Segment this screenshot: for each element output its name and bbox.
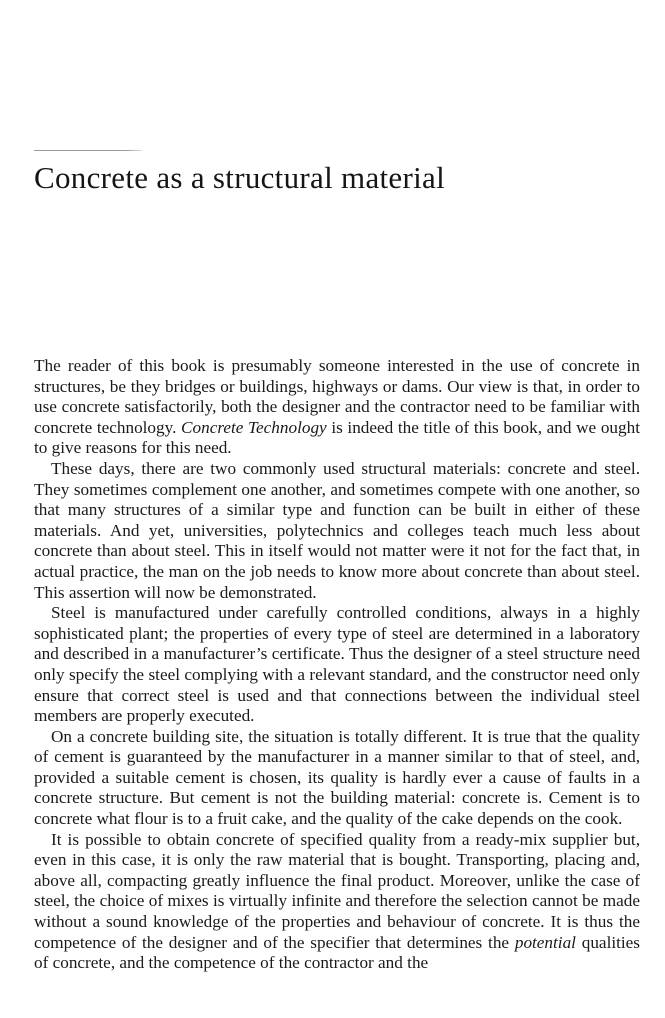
text-segment: It is possible to obtain concrete of specified quality from a ready-mix supplier but, even in this case, it is only the raw material that is bought. Transporting, placing and, above all, compacting greatly influence the final product. Moreover, unlike the case of steel, the choice of mixes is virtually infinite and therefore the selection cannot be made without a sound knowledge of the properties and behaviour of concrete. It is thus the competence of the designer and of the specifier that determines the [34,829,640,952]
text-segment: Steel is manufactured under carefully controlled conditions, always in a highly sophisticated plant; the properties of every type of steel are determined in a laboratory and described in a manufacturer’s certificate. Thus the designer of a steel structure need only specify the steel complying with a relevant standard, and the constructor need only ensure that correct steel is used and that connections between the individual steel members are properly executed. [34,603,640,726]
chapter-title: Concrete as a structural material [34,160,445,195]
paragraph-3 [34,603,640,727]
book-title-italic: Concrete Technology [181,417,327,437]
chapter-rule [34,150,142,151]
text-segment: is indeed the title of this book, and we ought to give reasons for this need. [34,417,640,458]
text-segment: qualities of concrete, and the competence of the contractor and the [34,932,640,973]
paragraph-4 [34,727,640,830]
paragraph-5 [34,830,640,974]
emphasis-italic: potential [514,932,576,952]
paragraph-1 [34,356,640,459]
text-segment: The reader of this book is presumably someone interested in the use of concrete in structures, be they bridges or buildings, highways or dams. Our view is that, in order to use concrete satisfactorily, both the designer and the contractor need to be familiar with concrete technology. [34,356,640,437]
text-segment: These days, there are two commonly used structural materials: concrete and steel. They sometimes complement one another, and sometimes compete with one another, so that many structures of a similar type and function can be built in either of these materials. And yet, universities, polytechnics and colleges teach much less about concrete than about steel. This in itself would not matter were it not for the fact that, in actual practice, the man on the job needs to know more about concrete than about steel. This assertion will now be demonstrated. [34,458,640,602]
text-segment: On a concrete building site, the situation is totally different. It is true that the quality of cement is guaranteed by the manufacturer in a manner similar to that of steel, and, provided a suitable cement is chosen, its quality is hardly ever a cause of faults in a concrete structure. But cement is not the building material: concrete is. Cement is to concrete what flour is to a fruit cake, and the quality of the cake depends on the cook. [34,726,640,829]
paragraph-2 [34,459,640,603]
body-text [34,356,640,974]
